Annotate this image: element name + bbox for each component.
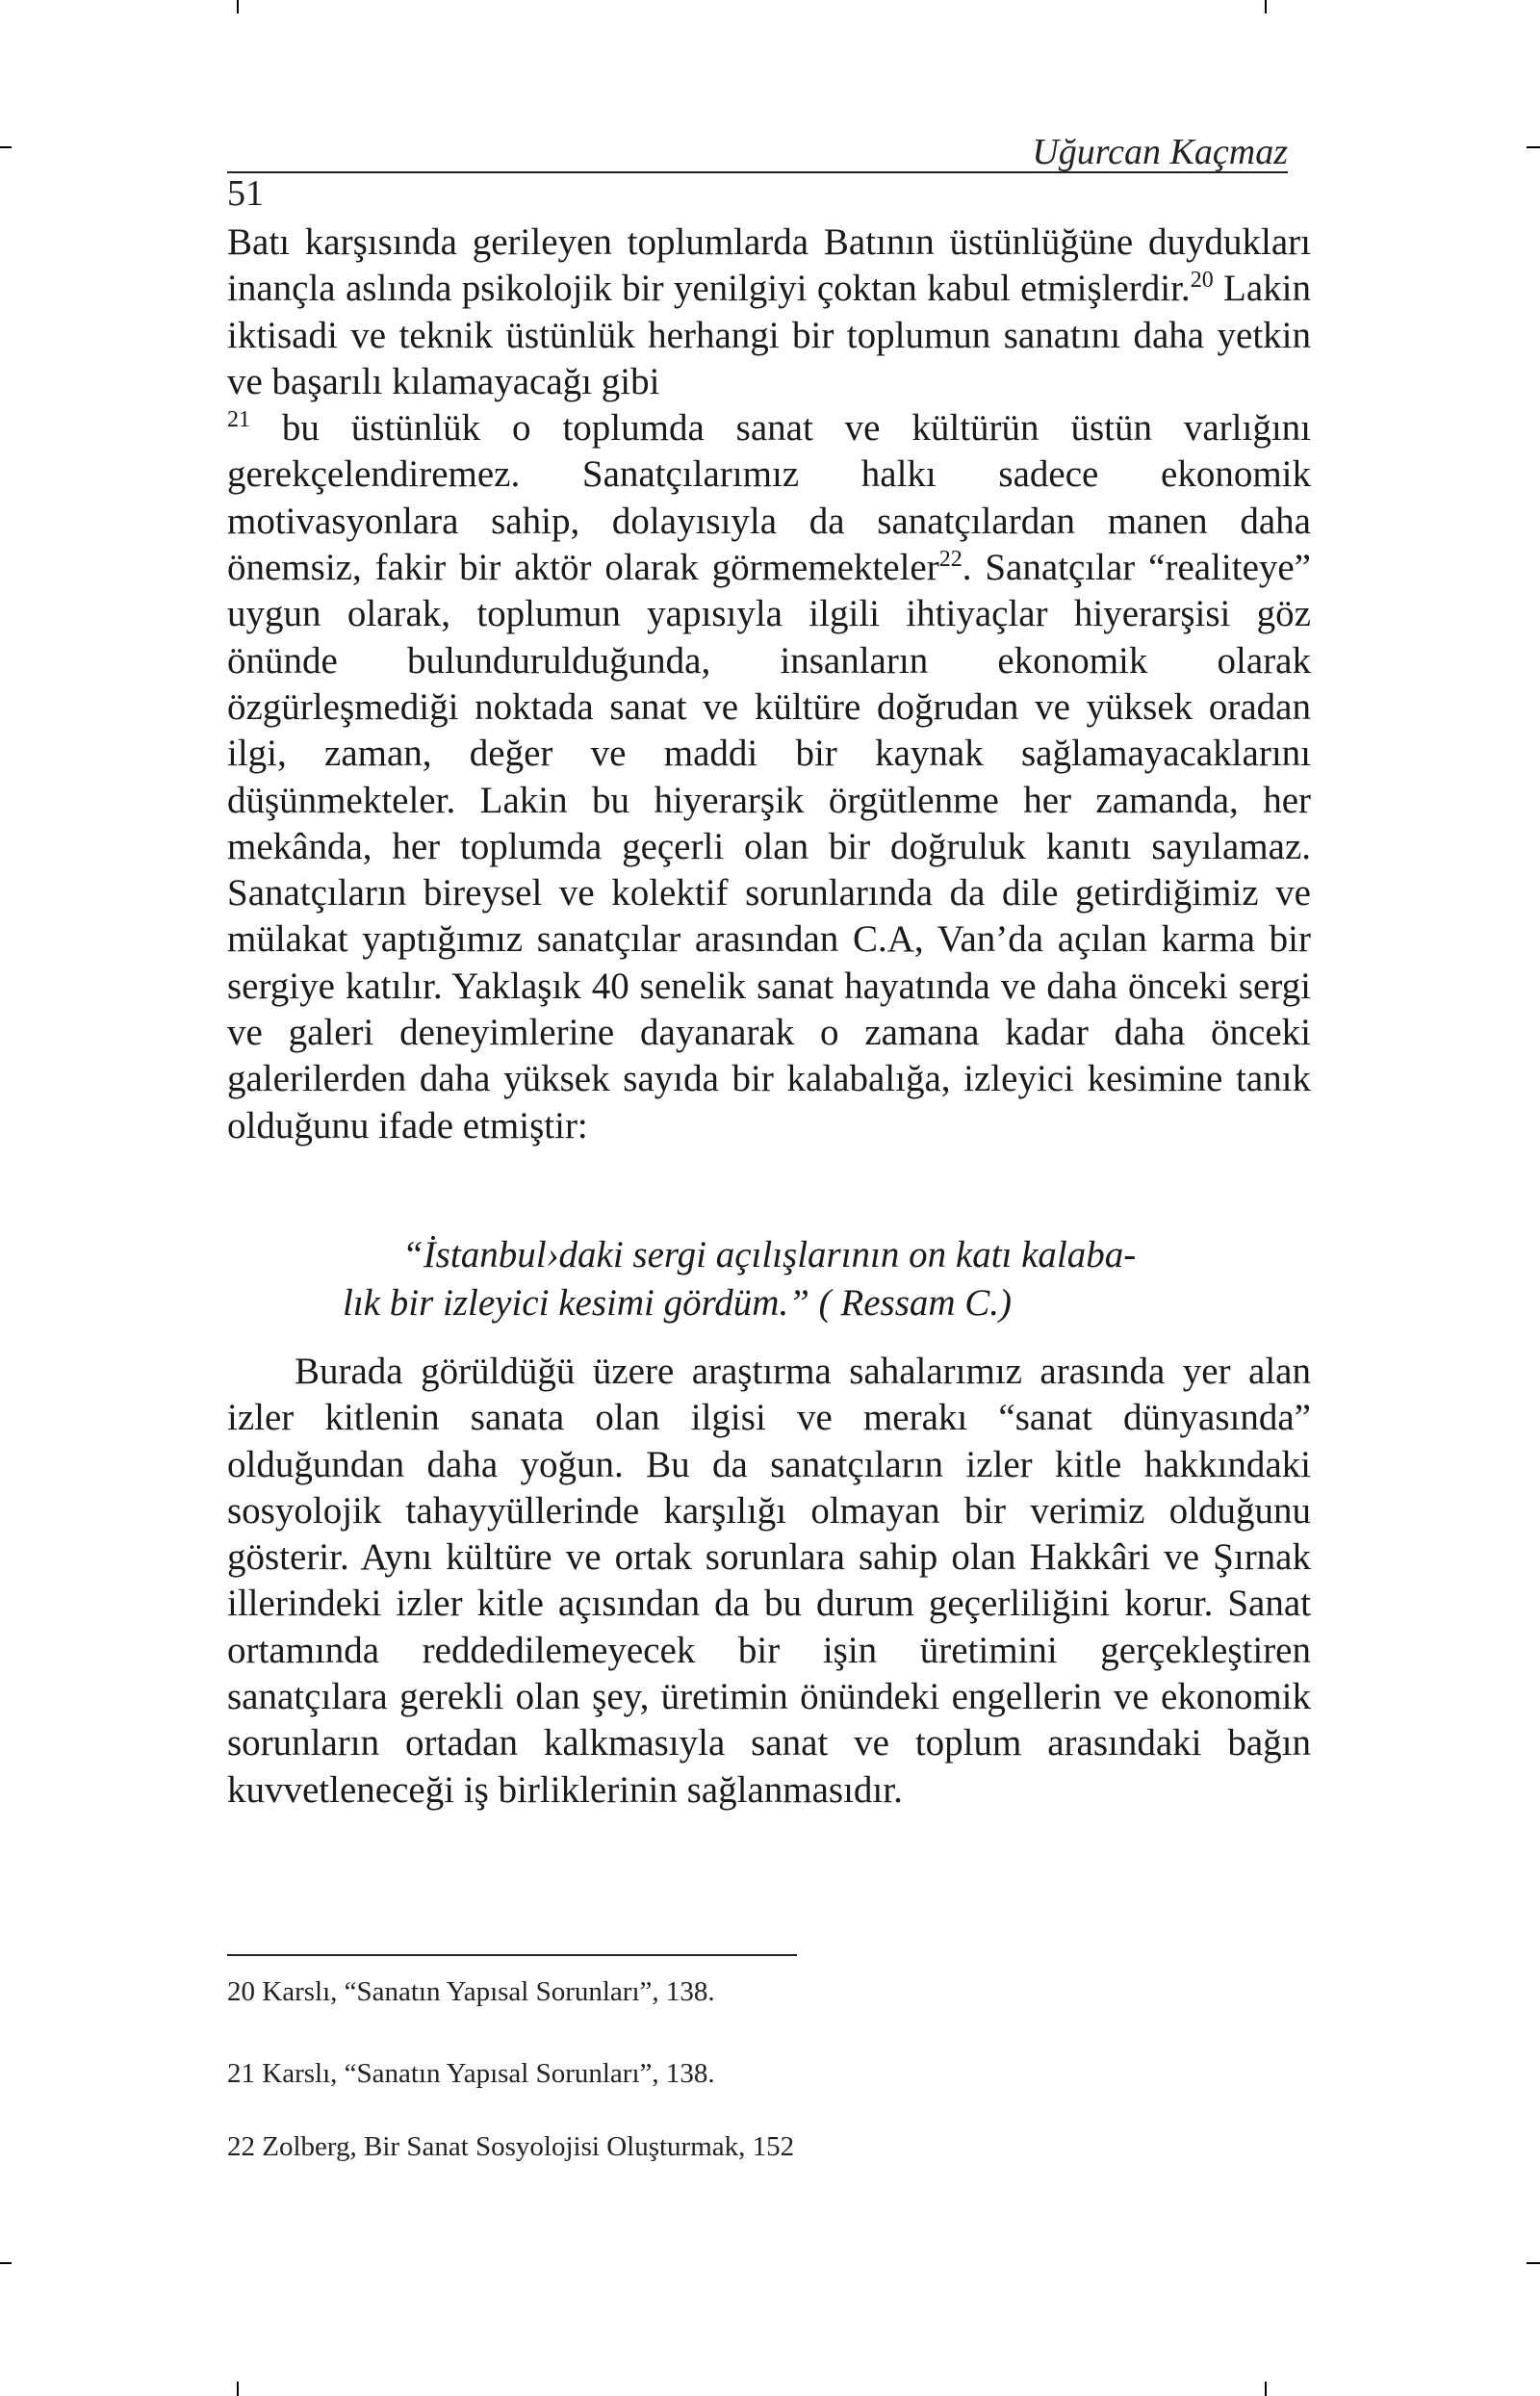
quote-line-1: “İstanbul›daki sergi açılışlarının on katı kalaba- — [402, 1234, 1137, 1275]
body-paragraph-2: Burada görüldüğü üzere araştırma sahalarımız arasında yer alan izler kitlenin sanata olan ilgisi ve merakı “sanat dünyasında” olduğundan daha yoğun. Bu da sanatçıların izler kitle hakkındaki sosyolojik tahayyüllerinde karşılığı olmayan bir verimiz olduğunu gösterir. Aynı kültüre ve ortak sorunlara sahip olan Hakkâri ve Şırnak illerindeki izler kitle açısından da bu durum geçerliliğini korur. Sanat ortamında reddedilemeyecek bir işin üretimini gerçekleştiren sanatçılara gerekli olan şey, üretimin önündeki engellerin ve ekonomik sorunların ortadan kalkmasıyla sanat ve toplum arasındaki bağın kuvvetleneceği iş birliklerinin sağlanmasıdır. — [227, 1351, 1311, 1811]
paragraph-text: bu üstünlük o toplumda sanat ve kültürün üstün varlığını gerekçelendiremez. Sanatçılarımız halkı sadece ekonomik motivasyonlara sahip, dolayısıyla da sanatçılardan manen daha önemsiz, fakir bir aktör olarak görmemekteler — [227, 407, 1311, 589]
block-quote — [343, 1231, 1247, 1327]
page-number — [227, 173, 266, 214]
footnote-separator — [227, 1954, 797, 1956]
running-header — [227, 127, 1288, 173]
footnote-20: 20 Karslı, “Sanatın Yapısal Sorunları”, 138. — [227, 1976, 715, 2007]
footnote-ref-20[interactable]: 20 — [1190, 268, 1214, 294]
crop-mark — [1265, 0, 1267, 13]
footnote-ref-21[interactable]: 21 — [227, 407, 250, 433]
footnote-ref-22[interactable]: 22 — [938, 547, 962, 573]
body-paragraph-1 — [227, 219, 1311, 1149]
crop-mark — [237, 0, 239, 13]
quote-line-2: lık bir izleyici kesimi gördüm.” ( Ressam C.) — [343, 1282, 1013, 1324]
paragraph-text: Batı karşısında gerileyen toplumlarda Batının üstünlüğüne duydukları inançla aslında psikolojik bir yenilgiyi çoktan kabul etmişlerdir. — [227, 221, 1311, 310]
paragraph-text: Lakin iktisadi ve teknik üstünlük herhangi bir toplumun sanatını daha yetkin ve başarılı kılamayacağı gibi — [227, 268, 1312, 402]
crop-mark — [1265, 2382, 1267, 2396]
crop-mark — [1527, 146, 1540, 148]
crop-mark — [237, 2382, 239, 2396]
crop-mark — [0, 2262, 12, 2264]
crop-mark — [1527, 2262, 1540, 2264]
crop-mark — [0, 146, 12, 148]
footnote-22: 22 Zolberg, Bir Sanat Sosyolojisi Oluşturmak, 152 — [227, 2131, 795, 2162]
header-author: Uğurcan Kaçmaz — [1032, 132, 1288, 172]
paragraph-text: . Sanatçılar “realiteye” uygun olarak, toplumun yapısıyla ilgili ihtiyaçlar hiyerarşisi göz önünde bulundurulduğunda, insanların ekonomik olarak özgürleşmediği noktada sanat ve kültüre doğrudan ve yüksek oradan ilgi, zaman, değer ve maddi bir kaynak sağlamayacaklarını düşünmekteler. Lakin bu hiyerarşik örgütlenme her zamanda, her mekânda, her toplumda geçerli olan bir doğruluk kanıtı sayılamaz. Sanatçıların bireysel ve kolektif sorunlarında da dile getirdiğimiz ve mülakat yaptığımız sanatçılar arasından C.A, Van’da açılan karma bir sergiye katılır. Yaklaşık 40 senelik sanat hayatında ve daha önceki sergi ve galeri deneyimlerine dayanarak o zamana kadar daha önceki galerilerden daha yüksek sayıda bir kalabalığa, izleyici kesimine tanık olduğunu ifade etmiştir: — [227, 547, 1311, 1146]
page-number-text: 51 — [227, 173, 264, 214]
footnote-21: 21 Karslı, “Sanatın Yapısal Sorunları”, 138. — [227, 2058, 715, 2089]
